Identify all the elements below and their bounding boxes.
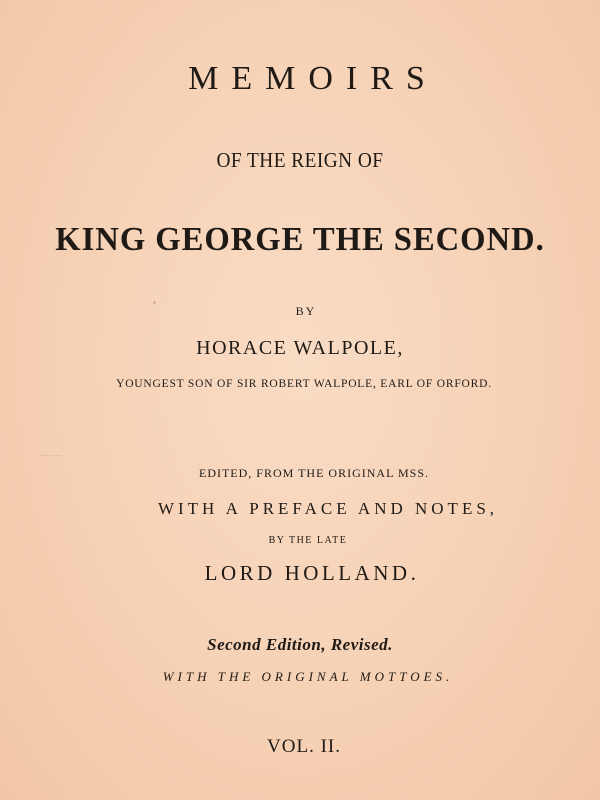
title-reign-line: OF THE REIGN OF [216,148,384,172]
edition-statement: Second Edition, Revised. [207,635,393,654]
mottoes-line: WITH THE ORIGINAL MOTTOES. [162,669,454,684]
author-name: HORACE WALPOLE, [196,337,404,359]
editor-name: LORD HOLLAND. [204,561,420,585]
volume-number: VOL. II. [267,736,341,757]
paper-speck [153,301,156,304]
book-title: MEMOIRS [188,60,438,97]
by-line: BY [295,304,317,318]
title-subject: KING GEORGE THE SECOND. [55,221,545,258]
preface-notes-line: WITH A PREFACE AND NOTES, [157,499,499,518]
edited-from-line: EDITED, FROM THE ORIGINAL MSS. [198,466,429,480]
paper-speck [40,455,62,456]
author-description: YOUNGEST SON OF SIR ROBERT WALPOLE, EARL OF ORFORD. [116,378,492,390]
by-the-late-line: BY THE LATE [268,535,348,546]
